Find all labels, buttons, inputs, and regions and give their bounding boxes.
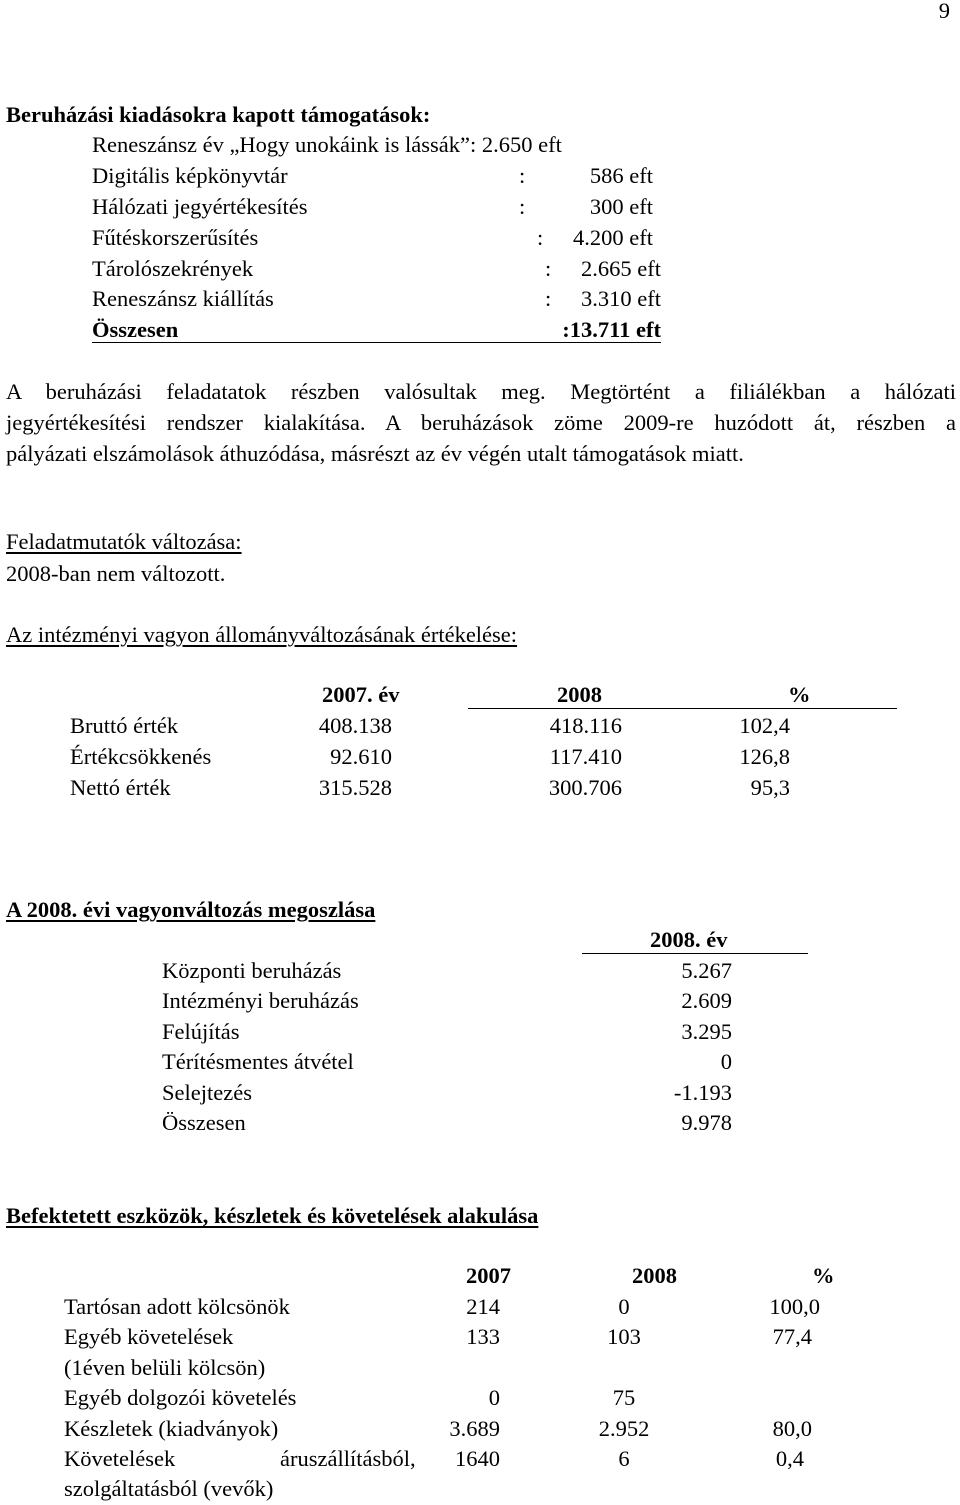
grant-value: 586 eft bbox=[589, 163, 653, 188]
row-value: 9.978 bbox=[681, 1110, 732, 1135]
row-label: Értékcsökkenés bbox=[70, 744, 212, 769]
row-label-part: áruszállításból, bbox=[280, 1446, 416, 1471]
grant-separator: : bbox=[545, 286, 552, 311]
indicators-text: 2008-ban nem változott. bbox=[6, 561, 226, 586]
header-underline bbox=[582, 953, 808, 954]
grant-value: 2.650 eft bbox=[481, 132, 562, 157]
cell-2007: 0 bbox=[488, 1385, 500, 1410]
row-label: Felújítás bbox=[162, 1019, 240, 1044]
row-label: Intézményi beruházás bbox=[162, 988, 359, 1013]
cell-2007: 133 bbox=[466, 1324, 500, 1349]
row-value: 0 bbox=[720, 1049, 732, 1074]
cell-2007: 315.528 bbox=[318, 775, 392, 800]
row-label: Összesen bbox=[162, 1110, 246, 1135]
grant-separator: : bbox=[470, 132, 477, 157]
row-label: Tartósan adott kölcsönök bbox=[64, 1294, 290, 1319]
cell-pct: 80,0 bbox=[772, 1416, 812, 1441]
cell-2008: 6 bbox=[618, 1446, 630, 1471]
list-item bbox=[92, 134, 562, 157]
column-header: % bbox=[788, 682, 811, 707]
row-label-continuation: szolgáltatásból (vevők) bbox=[64, 1476, 274, 1501]
grants-total-label: Összesen bbox=[92, 317, 179, 342]
cell-pct: 126,8 bbox=[739, 744, 790, 769]
cell-pct: 77,4 bbox=[772, 1324, 812, 1349]
grant-label: Reneszánsz kiállítás bbox=[92, 286, 274, 311]
cell-2007: 408.138 bbox=[318, 713, 392, 738]
cell-2008: 117.410 bbox=[549, 744, 622, 769]
row-label: Készletek (kiadványok) bbox=[64, 1416, 279, 1441]
cell-2008: 75 bbox=[612, 1385, 636, 1410]
paragraph-line: jegyértékesítési rendszer kialakítása. A beruházások zöme 2009-re huzódott át, részben a bbox=[6, 410, 956, 435]
row-label: Bruttó érték bbox=[70, 713, 179, 738]
grant-value: 4.200 eft bbox=[573, 225, 653, 250]
cell-2008: 300.706 bbox=[548, 775, 622, 800]
paragraph-line: pályázati elszámolások áthuzódása, másrészt az év végén utalt támogatások miatt. bbox=[6, 441, 744, 466]
grant-value: 3.310 eft bbox=[581, 286, 661, 311]
header-underline bbox=[468, 708, 897, 709]
cell-2008: 103 bbox=[607, 1324, 641, 1349]
grants-heading: Beruházási kiadásokra kapott támogatások: bbox=[6, 102, 431, 127]
grant-separator: : bbox=[545, 256, 552, 281]
column-header: 2008 bbox=[632, 1263, 677, 1288]
row-label: Egyéb követelések bbox=[64, 1324, 234, 1349]
distribution-heading: A 2008. évi vagyonváltozás megoszlása bbox=[6, 897, 376, 922]
cell-2008: 418.116 bbox=[549, 713, 622, 738]
cell-2008: 2.952 bbox=[598, 1416, 650, 1441]
cell-2007: 214 bbox=[466, 1294, 500, 1319]
assets-heading: Az intézményi vagyon állományváltozásának értékelése: bbox=[6, 622, 518, 647]
indicators-heading: Feladatmutatók változása: bbox=[6, 529, 242, 554]
column-header: 2007. év bbox=[322, 682, 400, 707]
row-label: Követelések bbox=[64, 1446, 176, 1471]
investment-paragraph bbox=[6, 376, 956, 469]
row-value: -1.193 bbox=[673, 1080, 732, 1105]
cell-pct: 95,3 bbox=[750, 775, 790, 800]
column-header: 2008 bbox=[557, 682, 602, 707]
grant-separator: : bbox=[519, 163, 526, 188]
row-label-continuation: (1éven belüli kölcsön) bbox=[64, 1355, 266, 1380]
column-header: 2007 bbox=[466, 1263, 511, 1288]
row-label: Térítésmentes átvétel bbox=[162, 1049, 354, 1074]
paragraph-line: A beruházási feladatatok részben valósultak meg. Megtörtént a filiálékban a hálózati bbox=[6, 379, 956, 404]
row-label: Egyéb dolgozói követelés bbox=[64, 1385, 297, 1410]
grant-value: 300 eft bbox=[589, 194, 653, 219]
receivables-heading: Befektetett eszközök, készletek és követelések alakulása bbox=[6, 1203, 539, 1228]
grant-label: Hálózati jegyértékesítés bbox=[92, 194, 308, 219]
row-label: Selejtezés bbox=[162, 1080, 252, 1105]
grant-label: Digitális képkönyvtár bbox=[92, 163, 288, 188]
page-number: 9 bbox=[938, 0, 950, 23]
cell-pct: 100,0 bbox=[769, 1294, 820, 1319]
column-header: 2008. év bbox=[650, 927, 728, 952]
cell-pct: 102,4 bbox=[739, 713, 790, 738]
row-value: 3.295 bbox=[681, 1019, 732, 1044]
cell-2007: 1640 bbox=[455, 1446, 500, 1471]
grant-label: Fűtéskorszerűsítés bbox=[92, 225, 259, 250]
grant-label: Reneszánsz év „Hogy unokáink is lássák” bbox=[92, 132, 471, 157]
cell-2007: 92.610 bbox=[330, 744, 392, 769]
grant-separator: : bbox=[519, 194, 526, 219]
grant-separator: : bbox=[537, 225, 544, 250]
cell-2008: 0 bbox=[618, 1294, 630, 1319]
cell-pct: 0,4 bbox=[775, 1446, 804, 1471]
grant-label: Tárolószekrények bbox=[92, 256, 254, 281]
row-value: 5.267 bbox=[681, 958, 732, 983]
row-label: Központi beruházás bbox=[162, 958, 342, 983]
total-underline bbox=[92, 342, 661, 343]
column-header: % bbox=[812, 1263, 835, 1288]
cell-2007: 3.689 bbox=[449, 1416, 500, 1441]
grants-total-value: :13.711 eft bbox=[562, 317, 661, 342]
row-label: Nettó érték bbox=[70, 775, 171, 800]
grant-value: 2.665 eft bbox=[581, 256, 661, 281]
row-value: 2.609 bbox=[681, 988, 732, 1013]
